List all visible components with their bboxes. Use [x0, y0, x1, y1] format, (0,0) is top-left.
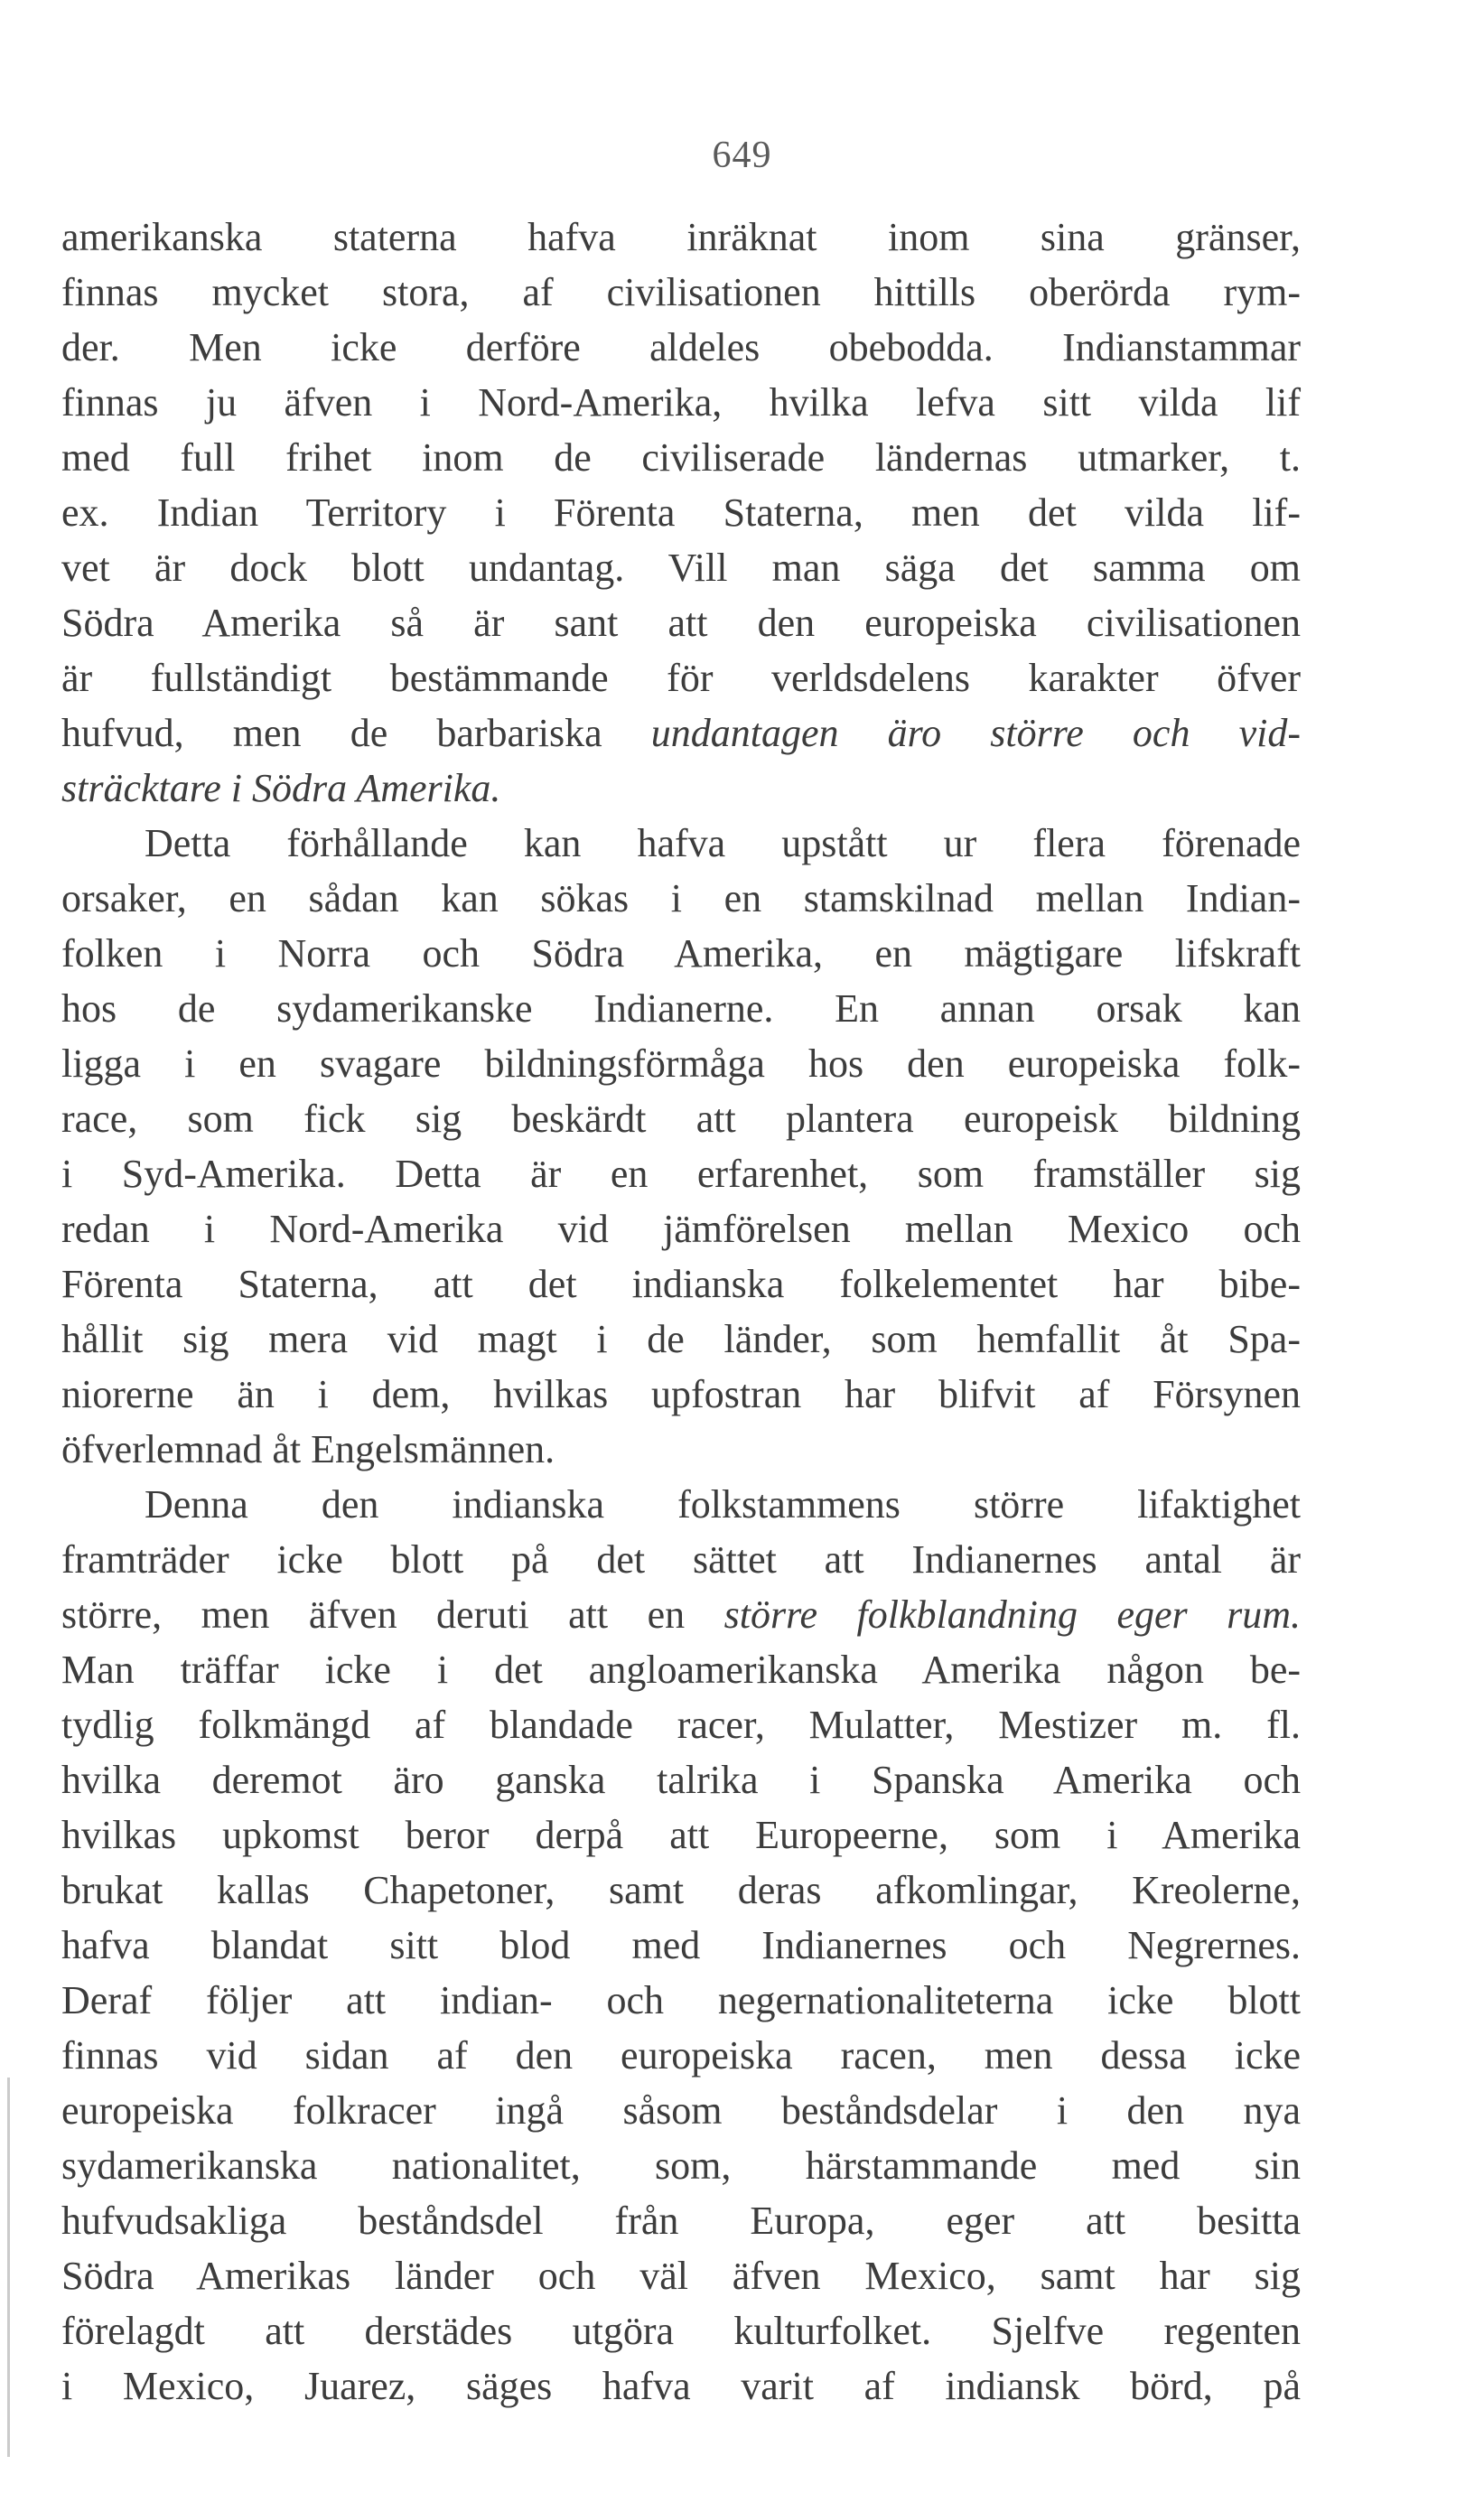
- text-line: [61, 1312, 1301, 1367]
- text-line: [61, 375, 1301, 430]
- text-segment: orsaker, en sådan kan sökas i en stamskilnad mellan Indian-: [61, 876, 1301, 920]
- text-segment: öfverlemnad åt Engelsmännen.: [61, 1427, 555, 1471]
- text-segment: redan i Nord-Amerika vid jämförelsen mellan Mexico och: [61, 1207, 1301, 1251]
- text-segment: Deraf följer att indian- och negernationaliteterna icke blott: [61, 1978, 1301, 2022]
- text-line: [61, 320, 1301, 375]
- text-segment: hufvudsakliga beståndsdel från Europa, eger att besitta: [61, 2199, 1301, 2243]
- text-line: [61, 1532, 1301, 1587]
- text-line: [61, 2028, 1301, 2083]
- text-segment: hafva blandat sitt blod med Indianernes och Negrernes.: [61, 1923, 1301, 1967]
- italic-text-segment: sträcktare i Södra Amerika.: [61, 766, 501, 810]
- text-line: [61, 761, 1301, 816]
- text-segment: i Syd-Amerika. Detta är en erfarenhet, som framställer sig: [61, 1152, 1301, 1196]
- text-segment: tydlig folkmängd af blandade racer, Mulatter, Mestizer m. fl.: [61, 1703, 1301, 1747]
- text-segment: i Mexico, Juarez, säges hafva varit af indiansk börd, på: [61, 2364, 1301, 2408]
- text-segment: hufvud, men de barbariska: [61, 711, 651, 755]
- text-line: [61, 1036, 1301, 1091]
- text-line: [61, 1477, 1301, 1532]
- italic-text-segment: större folkblandning eger rum.: [723, 1592, 1301, 1637]
- text-line: [61, 926, 1301, 981]
- text-line: [61, 430, 1301, 485]
- text-segment: finnas ju äfven i Nord-Amerika, hvilka lefva sitt vilda lif: [61, 380, 1301, 425]
- text-line: [61, 1422, 1301, 1477]
- text-line: [61, 1091, 1301, 1146]
- text-segment: Södra Amerika så är sant att den europeiska civilisationen: [61, 601, 1301, 645]
- text-line: [61, 1918, 1301, 1973]
- text-segment: förelagdt att derstädes utgöra kulturfolket. Sjelfve regenten: [61, 2309, 1301, 2353]
- text-segment: Förenta Staterna, att det indianska folkelementet har bibe-: [61, 1262, 1301, 1306]
- text-line: [61, 540, 1301, 595]
- text-line: [61, 705, 1301, 761]
- text-line: [61, 2083, 1301, 2138]
- text-line: [61, 1367, 1301, 1422]
- text-line: [61, 1752, 1301, 1807]
- text-line: [61, 595, 1301, 650]
- text-line: [61, 1697, 1301, 1752]
- text-line: [61, 1642, 1301, 1697]
- text-segment: europeiska folkracer ingå såsom beståndsdelar i den nya: [61, 2088, 1301, 2133]
- text-segment: hos de sydamerikanske Indianerne. En annan orsak kan: [61, 986, 1301, 1031]
- text-line: [61, 210, 1301, 265]
- page-number: 649: [712, 135, 772, 176]
- text-segment: ex. Indian Territory i Förenta Staterna, men det vilda lif-: [61, 490, 1301, 535]
- text-line: [61, 1256, 1301, 1312]
- body-text: [61, 210, 1301, 2414]
- text-line: [61, 650, 1301, 705]
- text-line: [61, 1201, 1301, 1256]
- italic-text-segment: undantagen äro större och vid-: [650, 711, 1301, 755]
- text-segment: der. Men icke derföre aldeles obebodda. Indianstammar: [61, 325, 1301, 369]
- text-line: [61, 816, 1301, 871]
- page-edge-shadow: [7, 2078, 10, 2457]
- text-segment: hållit sig mera vid magt i de länder, som hemfallit åt Spa-: [61, 1317, 1301, 1361]
- text-line: [61, 1587, 1301, 1642]
- text-segment: med full frihet inom de civiliserade ländernas utmarker, t.: [61, 435, 1301, 480]
- text-segment: vet är dock blott undantag. Vill man säga det samma om: [61, 546, 1301, 590]
- text-segment: niorerne än i dem, hvilkas upfostran har blifvit af Försynen: [61, 1372, 1301, 1416]
- text-line: [61, 871, 1301, 926]
- text-line: [61, 2193, 1301, 2248]
- text-line: [61, 265, 1301, 320]
- text-segment: finnas mycket stora, af civilisationen hittills oberörda rym-: [61, 270, 1301, 314]
- text-segment: brukat kallas Chapetoner, samt deras afkomlingar, Kreolerne,: [61, 1868, 1301, 1912]
- text-segment: hvilka deremot äro ganska talrika i Spanska Amerika och: [61, 1758, 1301, 1802]
- text-segment: framträder icke blott på det sättet att Indianernes antal är: [61, 1537, 1301, 1582]
- text-line: [61, 485, 1301, 540]
- text-segment: ligga i en svagare bildningsförmåga hos den europeiska folk-: [61, 1041, 1301, 1086]
- text-segment: finnas vid sidan af den europeiska racen, men dessa icke: [61, 2033, 1301, 2078]
- text-segment: hvilkas upkomst beror derpå att Europeerne, som i Amerika: [61, 1813, 1301, 1857]
- text-segment: Man träffar icke i det angloamerikanska Amerika någon be-: [61, 1648, 1301, 1692]
- text-segment: race, som fick sig beskärdt att plantera europeisk bildning: [61, 1097, 1301, 1141]
- text-segment: sydamerikanska nationalitet, som, härstammande med sin: [61, 2143, 1301, 2188]
- text-segment: Detta förhållande kan hafva upstått ur flera förenade: [145, 821, 1301, 865]
- text-segment: större, men äfven deruti att en: [61, 1592, 724, 1637]
- text-segment: folken i Norra och Södra Amerika, en mägtigare lifskraft: [61, 931, 1301, 976]
- text-segment: är fullständigt bestämmande för verldsdelens karakter öfver: [61, 656, 1301, 700]
- text-line: [61, 981, 1301, 1036]
- text-line: [61, 2303, 1301, 2358]
- text-line: [61, 2358, 1301, 2414]
- text-line: [61, 1863, 1301, 1918]
- text-line: [61, 2138, 1301, 2193]
- text-line: [61, 1807, 1301, 1863]
- text-segment: Södra Amerikas länder och väl äfven Mexico, samt har sig: [61, 2254, 1301, 2298]
- text-segment: amerikanska staterna hafva inräknat inom sina gränser,: [61, 215, 1301, 259]
- text-line: [61, 1973, 1301, 2028]
- text-line: [61, 1146, 1301, 1201]
- text-line: [61, 2248, 1301, 2303]
- text-segment: Denna den indianska folkstammens större lifaktighet: [145, 1482, 1301, 1527]
